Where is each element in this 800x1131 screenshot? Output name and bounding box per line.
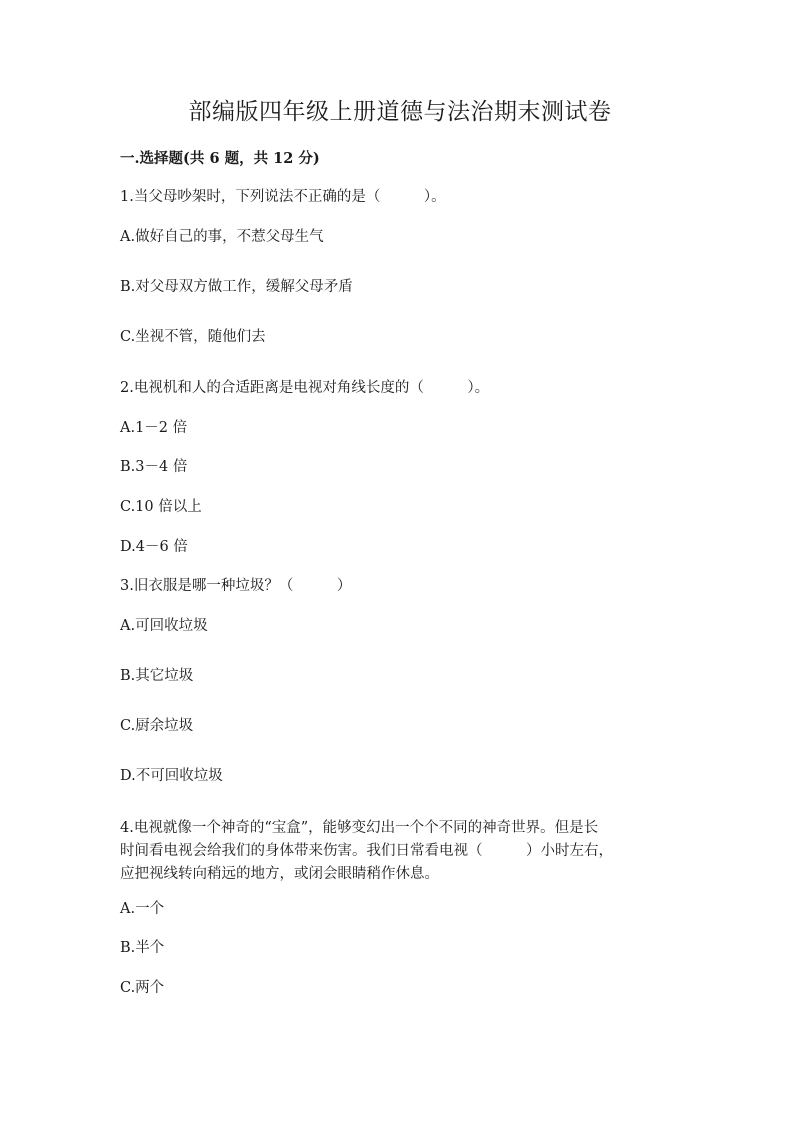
- question-2-option-c: C.10 倍以上: [120, 499, 202, 515]
- question-1-option-a: A.做好自己的事，不惹父母生气: [120, 229, 324, 245]
- question-2-option-d: D.4－6 倍: [120, 539, 188, 555]
- question-3-option-a: A.可回收垃圾: [120, 618, 208, 634]
- question-4-stem: [120, 817, 690, 886]
- question-1-stem: 1.当父母吵架时，下列说法不正确的是（ ）。: [120, 189, 446, 205]
- question-2-option-a: A.1－2 倍: [120, 420, 188, 436]
- question-2-option-b: B.3－4 倍: [120, 459, 188, 475]
- question-3-stem: 3.旧衣服是哪一种垃圾？（ ）: [120, 578, 352, 594]
- question-1-option-c: C.坐视不管，随他们去: [120, 329, 266, 345]
- question-4-option-b: B.半个: [120, 940, 165, 956]
- question-3-option-c: C.厨余垃圾: [120, 718, 194, 734]
- question-4-stem-line: 时间看电视会给我们的身体带来伤害。我们日常看电视（ ）小时左右，: [120, 843, 613, 859]
- question-4-option-c: C.两个: [120, 980, 165, 996]
- question-4-option-a: A.一个: [120, 901, 165, 917]
- question-4-stem-line: 4.电视就像一个神奇的“宝盒”，能够变幻出一个个不同的神奇世界。但是长: [120, 820, 599, 836]
- question-2-stem: 2.电视机和人的合适距离是电视对角线长度的（ ）。: [120, 380, 490, 396]
- question-3-option-d: D.不可回收垃圾: [120, 768, 223, 784]
- question-1-option-b: B.对父母双方做工作，缓解父母矛盾: [120, 279, 353, 295]
- section-heading: 一.选择题(共 6 题，共 12 分): [120, 150, 320, 167]
- question-4-stem-line: 应把视线转向稍远的地方，或闭会眼睛稍作休息。: [120, 866, 439, 882]
- page-title: 部编版四年级上册道德与法治期末测试卷: [188, 99, 612, 125]
- question-3-option-b: B.其它垃圾: [120, 668, 194, 684]
